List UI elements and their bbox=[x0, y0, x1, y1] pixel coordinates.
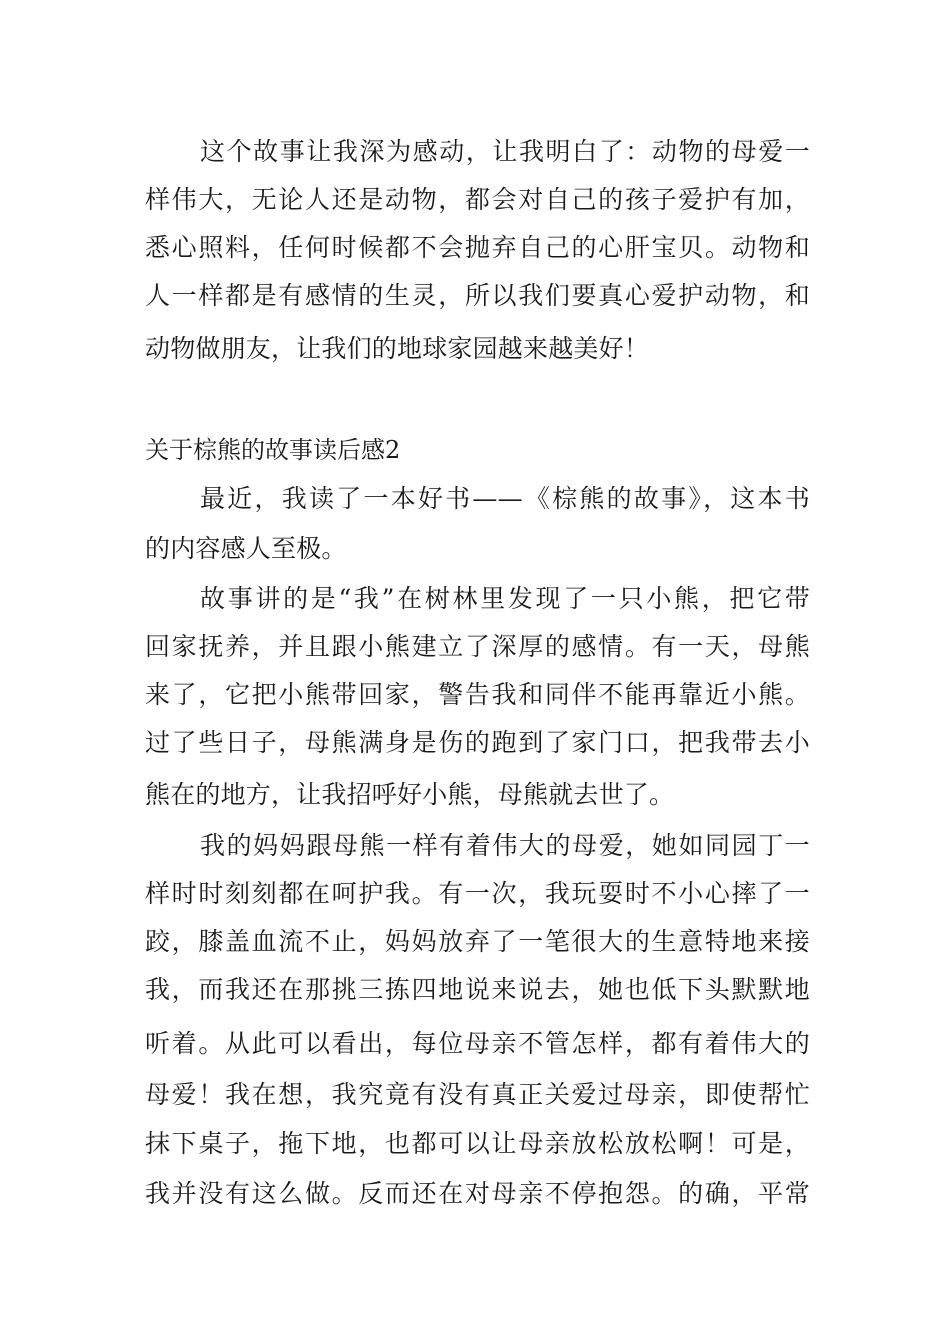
section-paragraph-3-line-1: 我的妈妈跟母熊一样有着伟大的母爱，她如同园丁一 bbox=[200, 831, 810, 860]
section-paragraph-3-line-2: 样时时刻刻都在呵护我。有一次，我玩耍时不小心摔了一 bbox=[145, 879, 810, 908]
section-paragraph-2-line-5: 熊在的地方，让我招呼好小熊，母熊就去世了。 bbox=[145, 780, 675, 809]
section-paragraph-2-line-3: 来了，它把小熊带回家，警告我和同伴不能再靠近小熊。 bbox=[145, 680, 810, 709]
section-paragraph-2-line-1: 故事讲的是“我”在树林里发现了一只小熊，把它带 bbox=[200, 584, 810, 613]
paragraph-1-line-4: 人一样都是有感情的生灵，所以我们要真心爱护动物，和 bbox=[145, 281, 810, 310]
paragraph-1-line-1: 这个故事让我深为感动，让我明白了：动物的母爱一 bbox=[200, 137, 810, 166]
section-title: 关于棕熊的故事读后感2 bbox=[145, 436, 401, 464]
section-paragraph-2-line-2: 回家抚养，并且跟小熊建立了深厚的感情。有一天，母熊 bbox=[145, 632, 810, 661]
section-paragraph-1-line-1: 最近，我读了一本好书——《棕熊的故事》，这本书 bbox=[200, 484, 810, 513]
section-paragraph-2-line-4: 过了些日子，母熊满身是伤的跑到了家门口，把我带去小 bbox=[145, 728, 810, 757]
section-paragraph-3-line-6: 母爱！我在想，我究竟有没有真正关爱过母亲，即使帮忙 bbox=[145, 1080, 810, 1109]
paragraph-1-line-5: 动物做朋友，让我们的地球家园越来越美好！ bbox=[145, 334, 650, 363]
paragraph-1-line-2: 样伟大，无论人还是动物，都会对自己的孩子爱护有加， bbox=[145, 185, 810, 214]
section-paragraph-3-line-4: 我，而我还在那挑三拣四地说来说去，她也低下头默默地 bbox=[145, 975, 810, 1004]
section-paragraph-3-line-5: 听着。从此可以看出，每位母亲不管怎样，都有着伟大的 bbox=[145, 1029, 810, 1058]
section-paragraph-3-line-7: 抹下桌子，拖下地，也都可以让母亲放松放松啊！可是， bbox=[145, 1129, 810, 1158]
section-paragraph-3-line-3: 跤，膝盖血流不止，妈妈放弃了一笔很大的生意特地来接 bbox=[145, 927, 810, 956]
section-paragraph-3-line-8: 我并没有这么做。反而还在对母亲不停抱怨。的确，平常 bbox=[145, 1179, 810, 1208]
section-paragraph-1-line-2: 的内容感人至极。 bbox=[145, 534, 347, 563]
paragraph-1-line-3: 悉心照料，任何时候都不会抛弃自己的心肝宝贝。动物和 bbox=[145, 233, 810, 262]
